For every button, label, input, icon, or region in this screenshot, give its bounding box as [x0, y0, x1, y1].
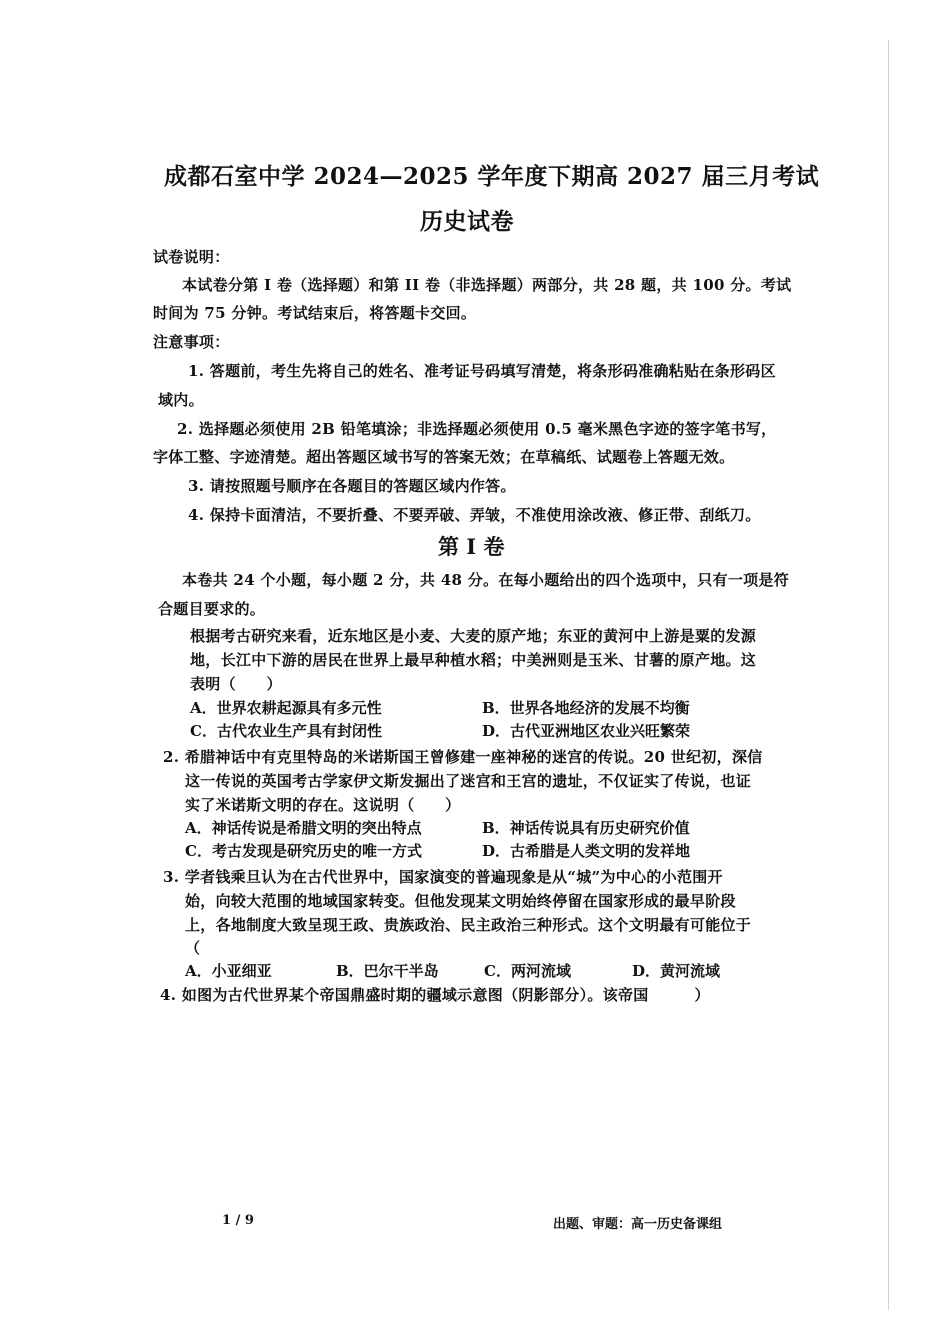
question-3-text: 始，向较大范围的地域国家转变。但他发现某文明始终停留在国家形成的最早阶段 [185, 892, 736, 910]
question-3-text: 上，各地制度大致呈现王政、贵族政治、民主政治三种形式。这个文明最有可能位于 [185, 916, 752, 934]
question-1-option-c: C．古代农业生产具有封闭性 [190, 722, 382, 740]
question-2-option-c: C．考古发现是研究历史的唯一方式 [185, 842, 422, 860]
note-item-1: 1. 答题前，考生先将自己的姓名、准考证号码填写清楚，将条形码准确粘贴在条形码区 [188, 362, 776, 380]
note-item-2: 2. 选择题必须使用 2B 铅笔填涂；非选择题必须使用 0.5 毫米黑色字迹的签字笔书写， [177, 420, 777, 438]
section-intro: 本卷共 24 个小题，每小题 2 分，共 48 分。在每小题给出的四个选项中，只有一项是符 [182, 571, 790, 589]
question-2-option-a: A．神话传说是希腊文明的突出特点 [185, 819, 422, 837]
question-3-option-c: C．两河流域 [484, 962, 571, 980]
question-3-option-d: D．黄河流域 [632, 962, 721, 980]
question-3-text: （ [185, 939, 201, 957]
question-1-option-d: D．古代亚洲地区农业兴旺繁荣 [482, 722, 691, 740]
section-intro-cont: 合题目要求的。 [158, 600, 266, 618]
instructions-label: 试卷说明： [153, 248, 230, 266]
question-2-text: 2. 希腊神话中有克里特岛的米诺斯国王曾修建一座神秘的迷宫的传说。20 世纪初，深信 [163, 748, 763, 766]
footer-credit: 出题、审题：高一历史备课组 [553, 1217, 723, 1232]
scan-edge-line [888, 40, 889, 1310]
note-item-1-cont: 域内。 [158, 391, 204, 409]
question-1-text: 地，长江中下游的居民在世界上最早种植水稻；中美洲则是玉米、甘薯的原产地。这 [190, 651, 757, 669]
question-1-text: 表明（ ） [190, 675, 282, 693]
note-item-3: 3. 请按照题号顺序在各题目的答题区域内作答。 [188, 477, 516, 495]
exam-subtitle: 历史试卷 [420, 208, 514, 235]
question-3-text: 3. 学者钱乘旦认为在古代世界中，国家演变的普遍现象是从“城”为中心的小范围开 [163, 868, 723, 886]
question-2-text: 这一传说的英国考古学家伊文斯发掘出了迷宫和王宫的遗址，不仅证实了传说，也证 [185, 772, 752, 790]
question-1-text: 根据考古研究来看，近东地区是小麦、大麦的原产地；东亚的黄河中上游是粟的发源 [190, 627, 757, 645]
instructions-line: 时间为 75 分钟。考试结束后，将答题卡交回。 [153, 304, 477, 322]
question-4-text: 4. 如图为古代世界某个帝国鼎盛时期的疆域示意图（阴影部分）。该帝国 ） [160, 986, 710, 1004]
question-2-text: 实了米诺斯文明的存在。这说明（ ） [185, 796, 461, 814]
question-2-option-b: B．神话传说具有历史研究价值 [482, 819, 690, 837]
question-3-option-a: A．小亚细亚 [185, 962, 272, 980]
notes-label: 注意事项： [153, 333, 230, 351]
note-item-4: 4. 保持卡面清洁，不要折叠、不要弄破、弄皱，不准使用涂改液、修正带、刮纸刀。 [188, 506, 761, 524]
note-item-2-cont: 字体工整、字迹清楚。超出答题区域书写的答案无效；在草稿纸、试题卷上答题无效。 [153, 448, 735, 466]
page-number: 1 / 9 [222, 1213, 254, 1228]
question-3-option-b: B．巴尔干半岛 [336, 962, 439, 980]
section-heading: 第 I 卷 [438, 534, 505, 559]
question-1-option-b: B．世界各地经济的发展不均衡 [482, 699, 690, 717]
exam-title: 成都石室中学 2024—2025 学年度下期高 2027 届三月考试 [164, 163, 820, 190]
instructions-line: 本试卷分第 I 卷（选择题）和第 II 卷（非选择题）两部分，共 28 题，共 100 分。考试 [182, 276, 792, 294]
question-1-option-a: A．世界农耕起源具有多元性 [190, 699, 382, 717]
question-2-option-d: D．古希腊是人类文明的发祥地 [482, 842, 691, 860]
